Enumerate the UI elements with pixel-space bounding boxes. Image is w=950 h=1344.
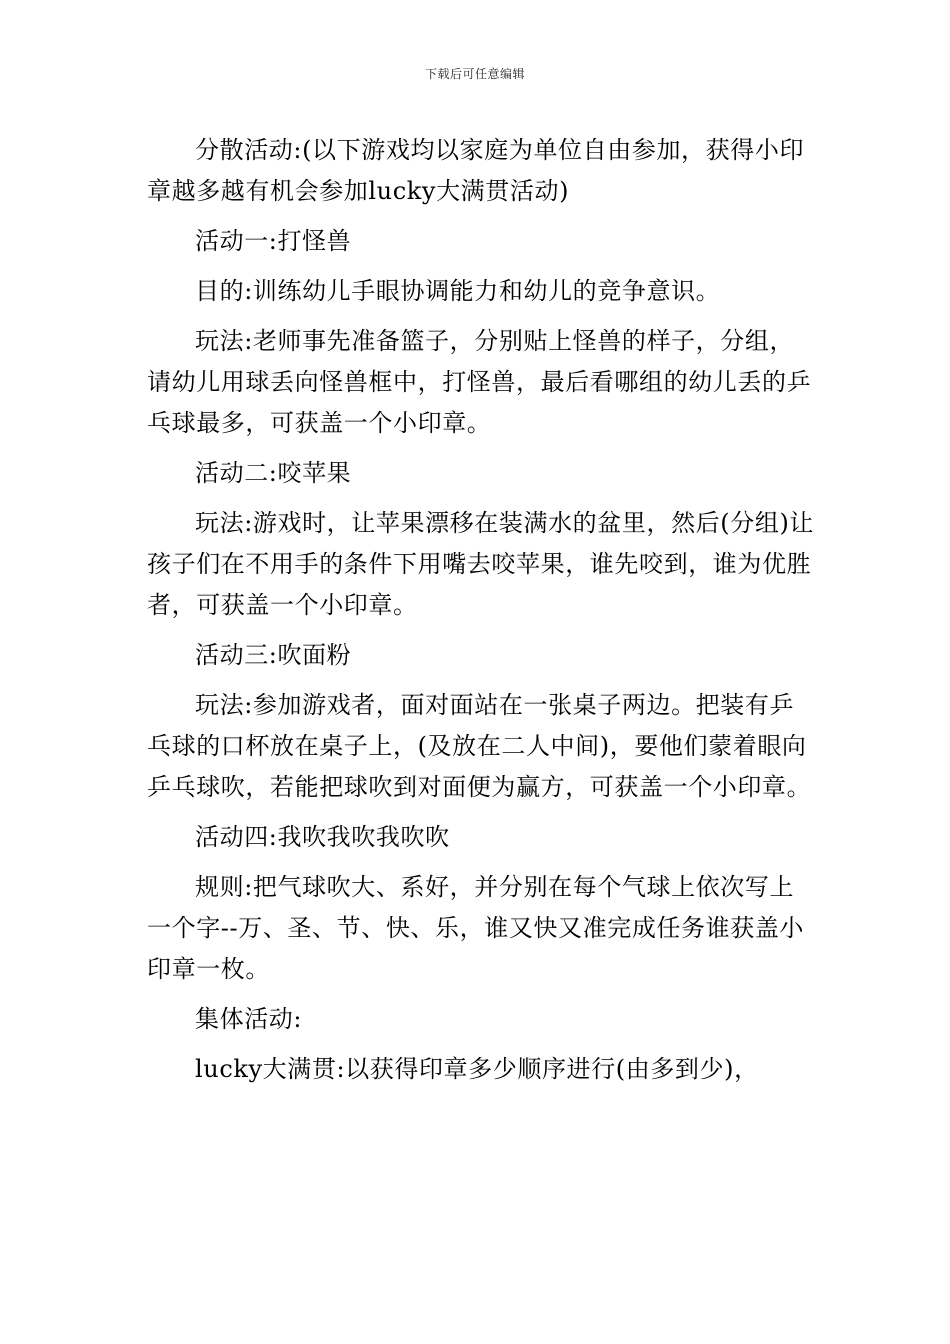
- paragraph-activity-1-rules: 玩法:老师事先准备篮子，分别贴上怪兽的样子，分组，请幼儿用球丢向怪兽框中，打怪兽，最后看哪组的幼儿丢的乒乓球最多，可获盖一个小印章。: [147, 327, 812, 437]
- paragraph-activity-3-rules: 玩法:参加游戏者，面对面站在一张桌子两边。把装有乒乓球的口杯放在桌子上，(及放在二人中间)，要他们蒙着眼向乒乓球吹，若能把球吹到对面便为赢方，可获盖一个小印章。: [147, 691, 812, 801]
- heading-activity-1: 活动一:打怪兽: [195, 227, 352, 255]
- document-body: [147, 130, 817, 1099]
- paragraph-intro: 分散活动:(以下游戏均以家庭为单位自由参加，获得小印章越多越有机会参加lucky大满贯活动): [147, 136, 805, 205]
- heading-activity-3: 活动三:吹面粉: [195, 641, 352, 669]
- heading-activity-4: 活动四:我吹我吹我吹吹: [195, 823, 450, 851]
- paragraph-activity-2-rules: 玩法:游戏时，让苹果漂移在装满水的盆里，然后(分组)让孩子们在不用手的条件下用嘴去咬苹果，谁先咬到，谁为优胜者，可获盖一个小印章。: [147, 509, 815, 619]
- page-header: 下载后可任意编辑: [424, 67, 525, 81]
- paragraph-activity-1-goal: 目的:训练幼儿手眼协调能力和幼儿的竞争意识。: [195, 277, 721, 305]
- heading-group-activity: 集体活动:: [195, 1005, 303, 1033]
- heading-activity-2: 活动二:咬苹果: [195, 459, 352, 487]
- paragraph-lucky-grand-slam: lucky大满贯:以获得印章多少顺序进行(由多到少)，: [195, 1055, 759, 1083]
- paragraph-activity-4-rules: 规则:把气球吹大、系好，并分别在每个气球上依次写上一个字--万、圣、节、快、乐，谁又快又准完成任务谁获盖小印章一枚。: [147, 873, 805, 983]
